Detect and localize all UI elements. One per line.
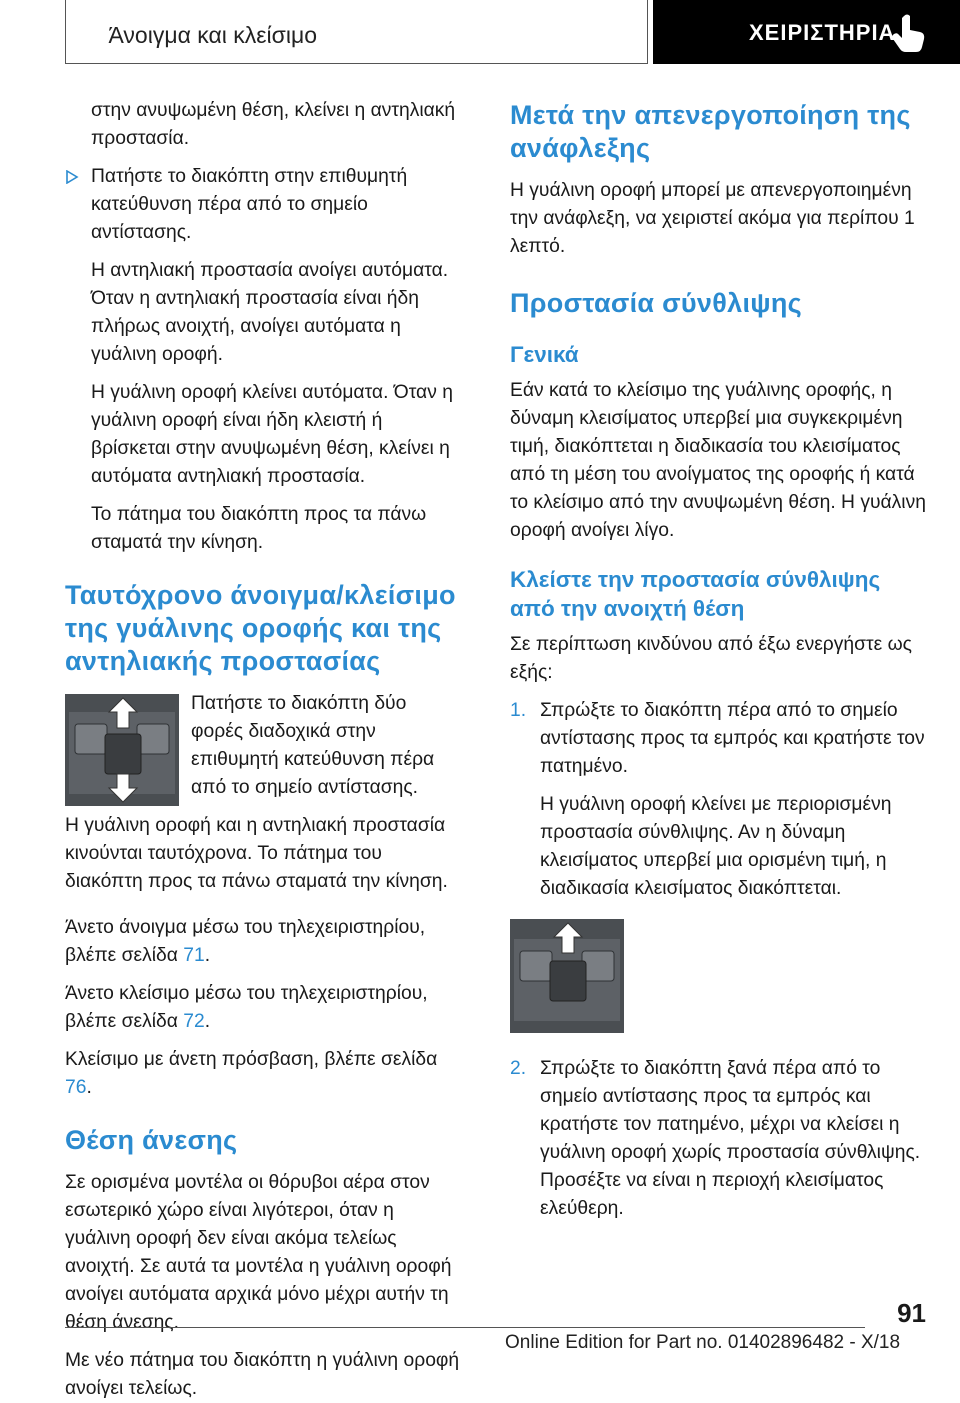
- page-link-76[interactable]: 76: [65, 1077, 87, 1098]
- comfort-access-text: Κλείσιμο με άνετη πρόσβαση, βλέπε σελίδα: [65, 1049, 438, 1070]
- page-link-72[interactable]: 72: [183, 1011, 205, 1032]
- switch-figure-left: [65, 694, 179, 806]
- step-2-text: Σπρώξτε το διακόπτη ξανά πέρα από το σημείο αντίστασης προς τα εμπρός και κρατήστε τον πατημένο, μέχρι να κλείσει η γυάλινη οροφή χωρίς προστασία σύνθλιψης. Προσέξτε να είναι η περιοχή κλεισίματος ελεύθερη.: [540, 1058, 921, 1219]
- sim-move-paragraph: Η γυάλινη οροφή και η αντηλιακή προστασία κινούνται ταυτόχρονα. Το πάτημα του διακόπτη προς τα πάνω σταματά την κίνηση.: [65, 815, 448, 892]
- danger-paragraph: Σε περίπτωση κινδύνου από έξω ενεργήστε ως εξής:: [510, 634, 912, 683]
- auto-open-paragraph: Η αντηλιακή προστασία ανοίγει αυτόματα. Όταν η αντηλιακή προστασία είναι ήδη πλήρως ανοιχτή, ανοίγει αυτόματα η γυάλινη οροφή.: [91, 260, 449, 365]
- heading-simultaneous: Ταυτόχρονο άνοιγμα/κλείσιμο της γυάλινης οροφής και της αντηλιακής προστασίας: [65, 580, 456, 676]
- heading-after-ignition: Μετά την απενεργοποίηση της ανάφλεξης: [510, 100, 911, 163]
- step-1-note: Η γυάλινη οροφή κλείνει με περιορισμένη προστασία σύνθλιψης. Αν η δύναμη κλεισίματος υπερβεί μια ορισμένη τιμή, η διαδικασία κλεισίματος διακόπτεται.: [540, 794, 892, 899]
- footer-divider: [65, 1327, 865, 1328]
- triangle-bullet-icon: [65, 170, 79, 184]
- step-1-number: 1.: [510, 700, 527, 721]
- auto-close-paragraph: Η γυάλινη οροφή κλείνει αυτόματα. Όταν η γυάλινη οροφή είναι ήδη κλειστή ή βρίσκεται στην ανυψωμένη θέση, κλείνει η αυτόματα αντηλιακή προστασία.: [91, 382, 453, 487]
- remote-close-text: Άνετο κλείσιμο μέσω του τηλεχειριστηρίου, βλέπε σελίδα: [65, 983, 428, 1032]
- roof-switch-figure: [65, 694, 179, 806]
- heading-pinch-protection: Προστασία σύνθλιψης: [510, 288, 803, 318]
- switch-figure-right: [510, 919, 624, 1033]
- bullet-text: Πατήστε το διακόπτη στην επιθυμητή κατεύθυνση πέρα από το σημείο αντίστασης.: [91, 166, 408, 243]
- step-2-number: 2.: [510, 1058, 527, 1079]
- footer-edition: Online Edition for Part no. 01402896482 - X/18: [505, 1332, 901, 1353]
- left-column: [65, 97, 460, 1403]
- pointing-hand-icon: [890, 12, 928, 54]
- remote-open-paragraph: Άνετο άνοιγμα μέσω του τηλεχειριστηρίου, βλέπε σελίδα 71.: [65, 917, 426, 966]
- header-box: [65, 0, 648, 64]
- heading-comfort-position: Θέση άνεσης: [65, 1125, 238, 1155]
- right-column: [510, 97, 930, 1223]
- heading-close-from-open: Κλείστε την προστασία σύνθλιψης από την ανοιχτή θέση: [510, 567, 881, 621]
- comfort-paragraph-2: Με νέο πάτημα του διακόπτη η γυάλινη οροφή ανοίγει τελείως.: [65, 1350, 460, 1399]
- bullet-item: [65, 163, 460, 247]
- step-2: [510, 1055, 930, 1223]
- chapter-tab-label: ΧΕΙΡΙΣΤΗΡΙΑ: [749, 20, 896, 45]
- comfort-access-paragraph: Κλείσιμο με άνετη πρόσβαση, βλέπε σελίδα 76.: [65, 1049, 438, 1098]
- step-1: [510, 697, 930, 903]
- general-paragraph: Εάν κατά το κλείσιμο της γυάλινης οροφής, η δύναμη κλεισίματος υπερβεί μια συγκεκριμένη τιμή, διακόπτεται η διαδικασία του κλεισίματος από τη μέση του ανοίγματος της οροφής ή κατά το κλείσιμο από την ανυψωμένη θέση. Η γυάλινη οροφή ανοίγει λίγο.: [510, 380, 926, 541]
- roof-switch-figure: [510, 919, 624, 1033]
- step-1-text: Σπρώξτε το διακόπτη πέρα από το σημείο αντίστασης προς τα εμπρός και κρατήστε τον πατημένο.: [540, 700, 925, 777]
- comfort-paragraph-1: Σε ορισμένα μοντέλα οι θόρυβοι αέρα στον εσωτερικό χώρο είναι λιγότεροι, όταν η γυάλινη οροφή δεν είναι ακόμα τελείως ανοιχτή. Σε αυτά τα μοντέλα η γυάλινη οροφή ανοίγει αυτόματα αρχικά μόνο μέχρι αυτήν τη θέση άνεσης.: [65, 1172, 452, 1333]
- after-ignition-paragraph: Η γυάλινη οροφή μπορεί με απενεργοποιημένη την ανάφλεξη, να χειριστεί ακόμα για περίπου 1 λεπτό.: [510, 180, 915, 257]
- heading-general: Γενικά: [510, 342, 579, 367]
- stop-movement-paragraph: Το πάτημα του διακόπτη προς τα πάνω σταματά την κίνηση.: [91, 504, 427, 553]
- remote-close-paragraph: Άνετο κλείσιμο μέσω του τηλεχειριστηρίου, βλέπε σελίδα 72.: [65, 983, 428, 1032]
- page-link-71[interactable]: 71: [183, 945, 205, 966]
- continued-paragraph: στην ανυψωμένη θέση, κλείνει η αντηλιακή προστασία.: [91, 100, 456, 149]
- sim-press-paragraph: Πατήστε το διακόπτη δύο φορές διαδοχικά στην επιθυμητή κατεύθυνση πέρα από το σημείο αντίστασης.: [191, 693, 435, 798]
- remote-open-text: Άνετο άνοιγμα μέσω του τηλεχειριστηρίου, βλέπε σελίδα: [65, 917, 426, 966]
- header-section-title: Άνοιγμα και κλείσιμο: [108, 22, 317, 48]
- page-number: 91: [897, 1298, 926, 1328]
- chapter-tab[interactable]: [653, 0, 960, 64]
